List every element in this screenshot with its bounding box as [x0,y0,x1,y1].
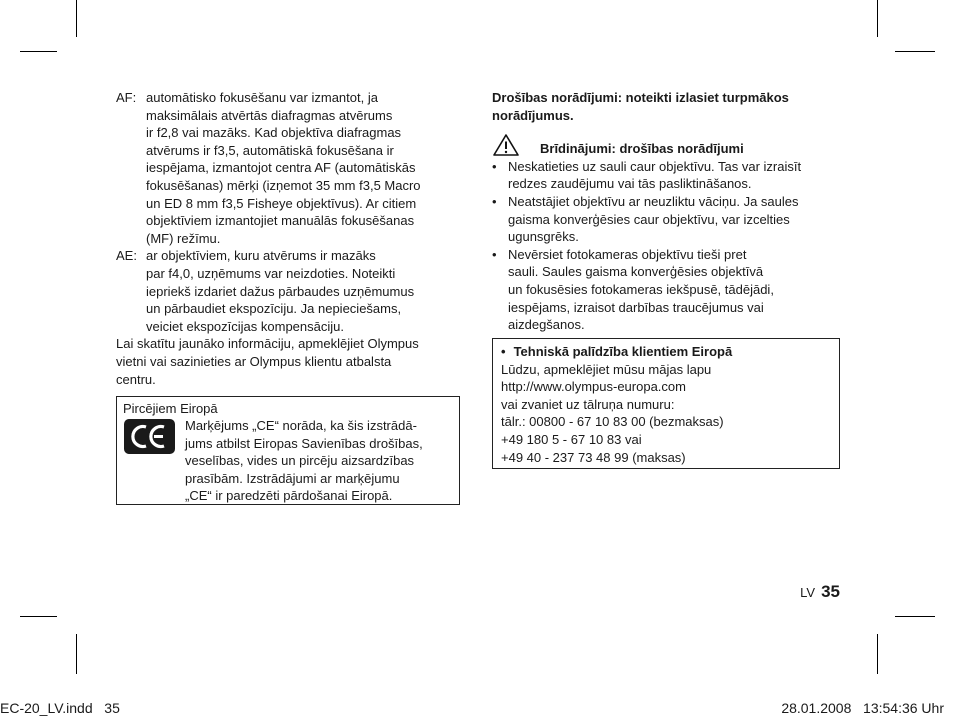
bullet-line: aizdegšanos. [508,317,585,333]
af-line: automātisko fokusēšanu var izmantot, ja [146,90,378,105]
crop-mark [76,0,77,37]
bullet-dot: • [492,193,497,209]
bullet-line: ugunsgrēks. [508,229,579,245]
warning-heading [492,140,842,158]
info-line: centru. [116,371,156,387]
safety-heading [492,89,842,124]
page-number [800,583,840,602]
footer-timestamp: 28.01.2008 13:54:36 Uhr [781,700,944,716]
crop-mark [877,634,878,674]
support-phone: tālr.: 00800 - 67 10 83 00 (bezmaksas) [501,414,724,430]
safety-heading-line: norādījumus. [492,107,574,123]
af-line: ir f2,8 vai mazāks. Kad objektīva diafragmas [146,125,402,141]
bullet-line: un fokusēsies fotokameras iekšpusē, tādējādi, [508,281,774,297]
right-column [492,89,842,334]
bullet-line: gaisma konverģēsies caur objektīvu, var izcelties [508,211,790,227]
af-line: un ED 8 mm f3,5 Fisheye objektīvus). Ar citiem [146,195,417,211]
ae-line: veiciet ekspozīcijas kompensāciju. [146,318,344,334]
page-number-value: 35 [821,582,840,601]
footer-filename: EC-20_LV.indd 35 [0,700,120,716]
support-phone: +49 180 5 - 67 10 83 vai [501,431,642,447]
support-title: Tehniskā palīdzība klientiem Eiropā [513,344,733,359]
support-url: http://www.olympus-europa.com [501,379,686,395]
af-line: maksimālais atvērtās diafragmas atvērums [146,107,393,123]
ae-line: iepriekš izdariet dažus pārbaudes uzņēmumus [146,283,415,299]
ae-line: par f4,0, uzņēmums var neizdoties. Noteikti [146,265,396,281]
info-line: vietni vai sazinieties ar Olympus klientu atbalsta [116,353,392,369]
info-line: Lai skatītu jaunāko informāciju, apmeklējiet Olympus [116,336,419,352]
info-paragraph [116,335,464,388]
ce-line: jums atbilst Eiropas Savienības drošības, [185,435,423,451]
ce-line: „CE“ ir paredzēti pārdošanai Eiropā. [185,488,393,504]
ae-key: AE: [116,248,137,264]
af-line: iespējama, izmantojot centra AF (automātiskās [146,160,416,176]
safety-bullet [492,193,842,246]
bullet-dot: • [501,344,506,359]
ce-mark-icon [124,419,175,454]
crop-mark [895,51,935,52]
crop-mark [877,0,878,37]
af-line: (MF) režīmu. [146,230,221,246]
ce-line: veselības, vides un pircēju aizsardzības [185,453,415,469]
support-box [492,338,840,469]
af-line: atvērums ir f3,5, automātiskā fokusēšana ir [146,142,394,158]
bullet-line: Nevērsiet fotokameras objektīvu tieši pret [508,246,747,262]
ae-line: un pārbaudiet ekspozīciju. Ja nepieciešams, [146,301,402,317]
language-code: LV [800,585,816,600]
af-definition [116,89,464,247]
bullet-line: Neatstājiet objektīvu ar neuzliktu vāciņu. Ja saules [508,193,799,209]
support-phone: +49 40 - 237 73 48 99 (maksas) [501,449,686,465]
af-line: fokusēšanas) mērķi (izņemot 35 mm f3,5 Macro [146,177,421,193]
safety-bullet [492,246,842,334]
ce-box-title: Pircējiem Eiropā [123,401,218,416]
ce-line: Marķējums „CE“ norāda, ka šis izstrādā- [185,418,417,433]
crop-mark [895,616,935,617]
crop-mark [76,634,77,674]
support-title-row [501,343,831,361]
safety-heading-line: Drošības norādījumi: noteikti izlasiet turpmākos [492,90,789,105]
left-column [116,89,464,388]
warning-title: Brīdinājumi: drošības norādījumi [540,141,744,157]
ce-text [185,417,423,505]
af-line: objektīviem izmantojiet manuālās fokusēšanas [146,213,415,229]
crop-mark [20,51,57,52]
bullet-line: redzes zaudējumu vai tās pasliktināšanos. [508,176,752,192]
ce-notice-box [116,396,460,505]
bullet-dot: • [492,158,497,174]
ae-definition [116,247,464,335]
ce-line: prasībām. Izstrādājumi ar marķējumu [185,470,400,486]
bullet-line: iespējams, izraisot darbības traucējumus vai [508,299,764,315]
af-key: AF: [116,90,137,105]
warning-triangle-icon [492,133,520,157]
bullet-line: sauli. Saules gaisma konverģēsies objektīvā [508,264,764,280]
support-line: Lūdzu, apmeklējiet mūsu mājas lapu [501,361,712,377]
crop-mark [20,616,57,617]
ae-line: ar objektīviem, kuru atvērums ir mazāks [146,248,376,264]
safety-bullet [492,158,842,193]
support-line: vai zvaniet uz tālruņa numuru: [501,396,675,412]
bullet-dot: • [492,246,497,262]
bullet-line: Neskatieties uz sauli caur objektīvu. Tas var izraisīt [508,158,802,174]
